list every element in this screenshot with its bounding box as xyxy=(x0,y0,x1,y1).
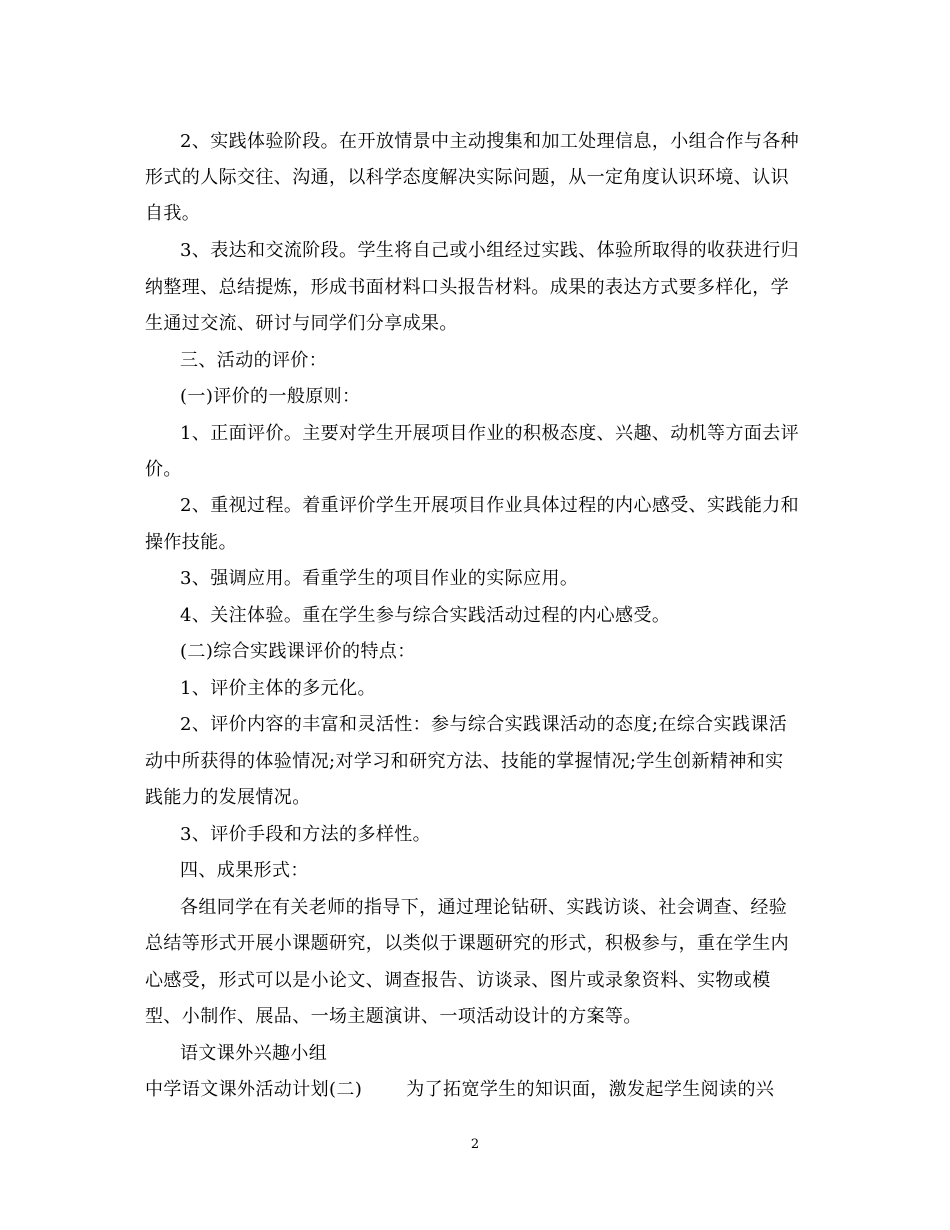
paragraph-line: 2、实践体验阶段。在开放情景中主动搜集和加工处理信息，小组合作与各种 xyxy=(180,131,800,152)
document-subtitle: 语文课外兴趣小组 xyxy=(180,1043,328,1064)
paragraph-line: 总结等形式开展小课题研究，以类似于课题研究的形式，积极参与，重在学生内 xyxy=(145,933,789,954)
paragraph-line: 各组同学在有关老师的指导下，通过理论钻研、实践访谈、社会调查、经验 xyxy=(180,897,788,918)
page-number: 2 xyxy=(470,1137,480,1152)
document-title: 中学语文课外活动计划(二) xyxy=(145,1079,363,1100)
paragraph-line: 1、正面评价。主要对学生开展项目作业的积极态度、兴趣、动机等方面去评 xyxy=(180,423,800,444)
paragraph-line: 4、关注体验。重在学生参与综合实践活动过程的内心感受。 xyxy=(180,605,671,626)
paragraph-line: 形式的人际交往、沟通，以科学态度解决实际问题，从一定角度认识环境、认识 xyxy=(145,167,789,188)
paragraph-line xyxy=(145,1079,774,1101)
section-heading: 四、成果形式： xyxy=(180,860,309,881)
subsection-heading: (一)评价的一般原则： xyxy=(180,386,361,407)
section-heading: 三、活动的评价： xyxy=(180,350,328,371)
paragraph-line: 心感受，形式可以是小论文、调查报告、访谈录、图片或录象资料、实物或模 xyxy=(145,970,771,991)
paragraph-line: 生通过交流、研讨与同学们分享成果。 xyxy=(145,313,458,334)
paragraph-line: 操作技能。 xyxy=(145,532,237,553)
paragraph-line: 价。 xyxy=(145,459,182,480)
paragraph-line: 动中所获得的体验情况;对学习和研究方法、技能的掌握情况;学生创新精神和实 xyxy=(145,751,784,772)
paragraph-text: 为了拓宽学生的知识面，激发起学生阅读的兴 xyxy=(406,1079,775,1100)
paragraph-line: 型、小制作、展品、一场主题演讲、一项活动设计的方案等。 xyxy=(145,1006,642,1027)
paragraph-line: 2、评价内容的丰富和灵活性：参与综合实践课活动的态度;在综合实践课活 xyxy=(180,714,788,735)
paragraph-line: 自我。 xyxy=(145,203,201,224)
subsection-heading: (二)综合实践课评价的特点： xyxy=(180,641,416,662)
paragraph-line: 3、强调应用。看重学生的项目作业的实际应用。 xyxy=(180,568,579,589)
paragraph-line: 2、重视过程。着重评价学生开展项目作业具体过程的内心感受、实践能力和 xyxy=(180,495,800,516)
paragraph-line: 践能力的发展情况。 xyxy=(145,787,311,808)
paragraph-line: 3、表达和交流阶段。学生将自己或小组经过实践、体验所取得的收获进行归 xyxy=(180,240,800,261)
paragraph-line: 纳整理、总结提炼，形成书面材料口头报告材料。成果的表达方式要多样化，学 xyxy=(145,277,789,298)
paragraph-line: 1、评价主体的多元化。 xyxy=(180,678,376,699)
paragraph-line: 3、评价手段和方法的多样性。 xyxy=(180,824,432,845)
